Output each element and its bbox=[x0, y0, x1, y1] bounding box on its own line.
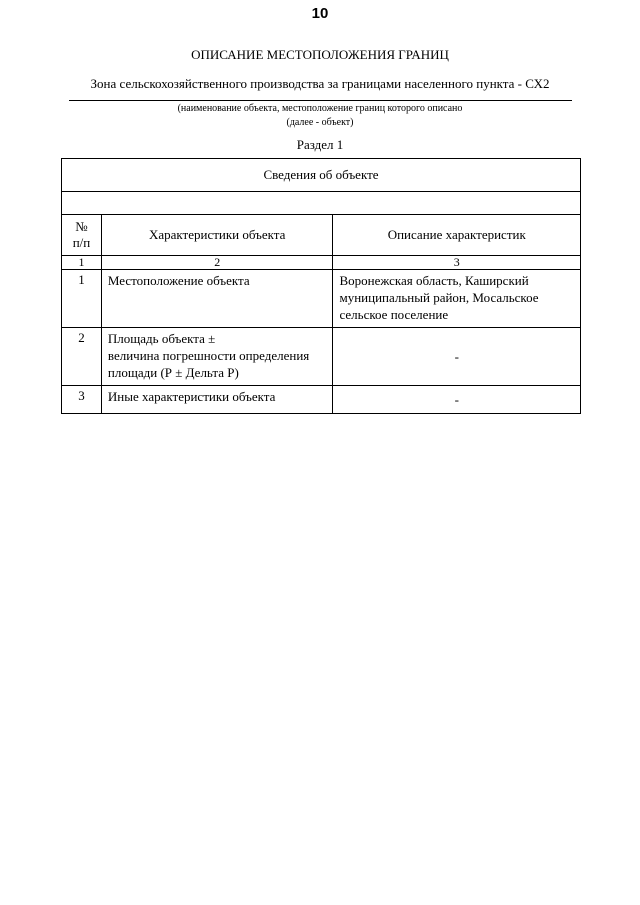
row-characteristic-line-1: Площадь объекта ± bbox=[107, 331, 216, 346]
row-characteristic-line-3: площади (Р ± Дельта Р) bbox=[107, 365, 239, 380]
table-row bbox=[62, 328, 581, 386]
row-number: 1 bbox=[62, 270, 102, 328]
object-name-note bbox=[0, 102, 640, 130]
table-header: Сведения об объекте bbox=[62, 159, 581, 192]
section-title: Раздел 1 bbox=[296, 137, 344, 152]
column-index-1: 1 bbox=[62, 256, 102, 270]
row-number: 3 bbox=[62, 386, 102, 414]
page-number: 10 bbox=[311, 5, 329, 22]
row-characteristic-line-2: величина погрешности определения bbox=[107, 348, 310, 363]
object-note-line-1: (наименование объекта, местоположение границ которого описано bbox=[177, 103, 463, 114]
table-empty-cell bbox=[62, 192, 581, 215]
row-description-line-2: муниципальный район, Мосальское bbox=[339, 290, 539, 305]
table-row bbox=[62, 270, 581, 328]
column-header-number bbox=[62, 215, 102, 256]
table-empty-row bbox=[62, 192, 581, 215]
row-description bbox=[333, 270, 581, 328]
column-header-description: Описание характеристик bbox=[333, 215, 581, 256]
column-index-3: 3 bbox=[333, 256, 581, 270]
column-header-number-line-1: № bbox=[75, 219, 88, 234]
document-title: ОПИСАНИЕ МЕСТОПОЛОЖЕНИЯ ГРАНИЦ bbox=[191, 47, 449, 62]
column-headers-row bbox=[62, 215, 581, 256]
row-description: - bbox=[333, 386, 581, 414]
object-name: Зона сельскохозяйственного производства за границами населенного пункта - СХ2 bbox=[90, 76, 550, 91]
row-characteristic: Иные характеристики объекта bbox=[101, 386, 333, 414]
column-header-number-line-2: п/п bbox=[72, 235, 91, 250]
row-number: 2 bbox=[62, 328, 102, 386]
object-note-line-2: (далее - объект) bbox=[286, 117, 354, 128]
row-characteristic: Местоположение объекта bbox=[101, 270, 333, 328]
row-description: - bbox=[333, 328, 581, 386]
table-row bbox=[62, 386, 581, 414]
table-header-row bbox=[62, 159, 581, 192]
object-name-underline bbox=[69, 100, 572, 101]
column-index-row bbox=[62, 256, 581, 270]
row-description-line-3: сельское поселение bbox=[339, 307, 449, 322]
column-header-characteristic: Характеристики объекта bbox=[101, 215, 333, 256]
object-info-table bbox=[61, 158, 581, 414]
column-index-2: 2 bbox=[101, 256, 333, 270]
row-description-line-1: Воронежская область, Каширский bbox=[339, 273, 529, 288]
row-characteristic bbox=[101, 328, 333, 386]
